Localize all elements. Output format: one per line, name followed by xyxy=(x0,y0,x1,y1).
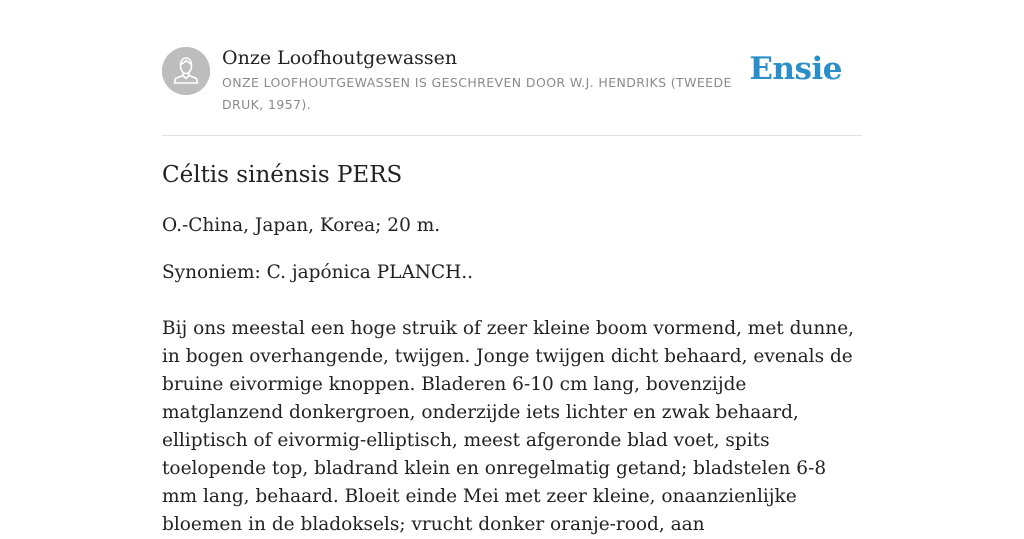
entry-body: Bij ons meestal een hoge struik of zeer kleine boom vormend, met dunne, in bogen overhangende, twijgen. Jonge twijgen dicht behaard, evenals de bruine eivormige knoppen. Bladeren 6-10 cm lang, bovenzijde matglanzend donkergroen, onderzijde iets lichter en zwak behaard, elliptisch of eivormig-elliptisch, meest afgeronde blad voet, spits toelopende top, bladrand klein en onregelmatig getand; bladstelen 6-8 mm lang, behaard. Bloeit einde Mei met zeer kleine, onaanzienlijke bloemen in de bladoksels; vrucht donker oranje-rood, aan xyxy=(162,318,855,535)
ensie-logo[interactable]: Ensie xyxy=(749,51,842,87)
entry-synonym: Synoniem: C. japónica PLANCH.. xyxy=(162,262,474,283)
entry-distribution: O.-China, Japan, Korea; 20 m. xyxy=(162,215,441,236)
user-silhouette-icon xyxy=(162,47,210,95)
entry-title: Céltis sinénsis PERS xyxy=(162,162,403,188)
source-header xyxy=(162,46,862,136)
source-description: ONZE LOOFHOUTGEWASSEN IS GESCHREVEN DOOR W.J. HENDRIKS (TWEEDE DRUK, 1957). xyxy=(222,75,732,112)
source-title[interactable]: Onze Loofhoutgewassen xyxy=(222,47,458,69)
